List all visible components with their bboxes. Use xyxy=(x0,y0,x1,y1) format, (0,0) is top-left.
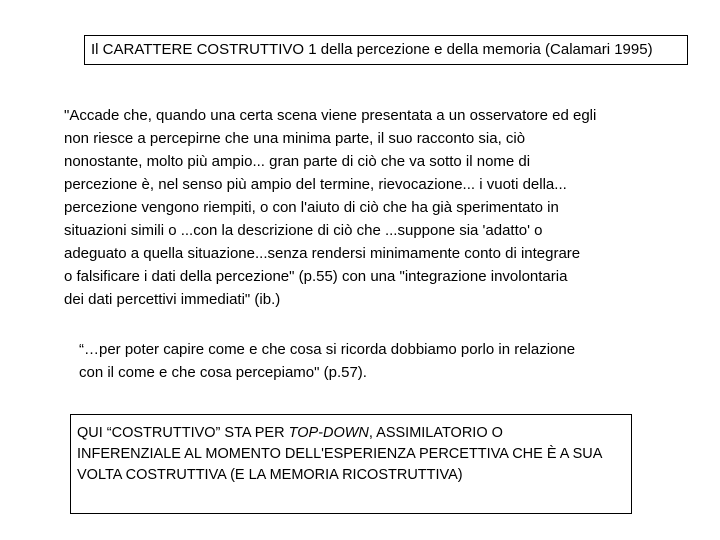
note-line xyxy=(77,423,625,444)
quote-line: o falsificare i dati della percezione" (p.55) con una "integrazione involontaria xyxy=(64,268,568,285)
note-emphasis: TOP-DOWN xyxy=(288,425,369,441)
note-line: VOLTA COSTRUTTIVA (E LA MEMORIA RICOSTRUTTIVA) xyxy=(77,467,463,483)
note-line-text: QUI “COSTRUTTIVO” STA PER xyxy=(77,425,289,441)
quote-line: non riesce a percepirne che una minima parte, il suo racconto sia, ciò xyxy=(64,130,526,147)
page-title: Il CARATTERE COSTRUTTIVO 1 della percezione e della memoria (Calamari 1995) xyxy=(91,41,653,58)
quote-line: dei dati percettivi immediati" (ib.) xyxy=(64,291,281,308)
definition-note-box xyxy=(70,414,632,514)
quote-line: percezione è, nel senso più ampio del termine, rievocazione... i vuoti della... xyxy=(64,176,567,193)
quote-line: nonostante, molto più ampio... gran parte di ciò che va sotto il nome di xyxy=(64,153,531,170)
quote-calamari-p57 xyxy=(79,338,669,384)
quote-line: percezione vengono riempiti, o con l'aiuto di ciò che ha già sperimentato in xyxy=(64,199,559,216)
quote-line: situazioni simili o ...con la descrizione di ciò che ...suppone sia 'adatto' o xyxy=(64,222,543,239)
quote-line: "Accade che, quando una certa scena viene presentata a un osservatore ed egli xyxy=(64,107,597,124)
note-line-text: , ASSIMILATORIO O xyxy=(368,425,503,441)
quote-line: “…per poter capire come e che cosa si ricorda dobbiamo porlo in relazione xyxy=(79,341,576,358)
quote-calamari-p55 xyxy=(64,104,664,311)
title-box xyxy=(84,35,688,65)
quote-line: adeguato a quella situazione...senza rendersi minimamente conto di integrare xyxy=(64,245,581,262)
note-line: INFERENZIALE AL MOMENTO DELL'ESPERIENZA PERCETTIVA CHE È A SUA xyxy=(77,446,603,462)
quote-line: con il come e che cosa percepiamo" (p.57). xyxy=(79,364,367,381)
